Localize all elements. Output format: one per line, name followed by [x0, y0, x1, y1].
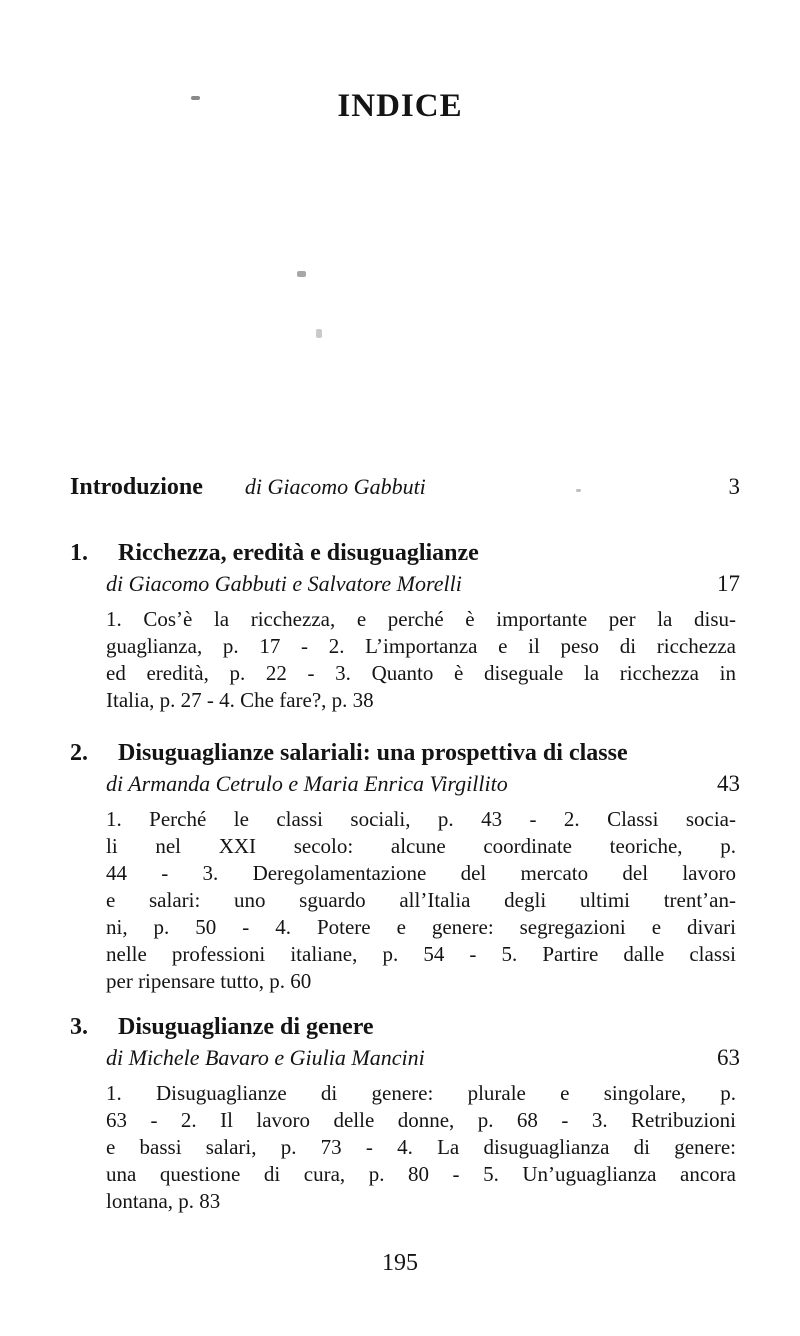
- toc-line: per ripensare tutto, p. 60: [106, 969, 312, 993]
- toc-entry-chapter-3: [70, 1012, 740, 1215]
- chapter-section-list: [106, 606, 736, 714]
- toc-line: li nel XXI secolo: alcune coordinate teoriche, p.: [106, 834, 736, 858]
- toc-line: una questione di cura, p. 80 - 5. Un’uguaglianza ancora: [106, 1162, 736, 1186]
- toc-line: Italia, p. 27 - 4. Che fare?, p. 38: [106, 688, 374, 712]
- page-title: INDICE: [337, 88, 463, 124]
- chapter-section-list: [106, 806, 736, 995]
- chapter-author: di Armanda Cetrulo e Maria Enrica Virgillito: [106, 771, 508, 796]
- scan-artifact: [191, 96, 200, 100]
- chapter-author: di Giacomo Gabbuti e Salvatore Morelli: [106, 571, 462, 596]
- toc-line: guaglianza, p. 17 - 2. L’importanza e il peso di ricchezza: [106, 634, 736, 658]
- chapter-title: Disuguaglianze salariali: una prospettiva di classe: [118, 740, 628, 766]
- toc-line: 1. Disuguaglianze di genere: plurale e singolare, p.: [106, 1081, 736, 1105]
- toc-line: lontana, p. 83: [106, 1189, 221, 1213]
- chapter-title: Disuguaglianze di genere: [118, 1014, 374, 1040]
- chapter-title-row: [70, 738, 740, 768]
- intro-page-number: 3: [728, 474, 740, 499]
- toc-line: e bassi salari, p. 73 - 4. La disuguaglianza di genere:: [106, 1135, 736, 1159]
- toc-line: 1. Cos’è la ricchezza, e perché è importante per la disu-: [106, 607, 736, 631]
- toc-line: 63 - 2. Il lavoro delle donne, p. 68 - 3. Retribuzioni: [106, 1108, 736, 1132]
- toc-line: 1. Perché le classi sociali, p. 43 - 2. Classi socia-: [106, 807, 736, 831]
- toc-line: ed eredità, p. 22 - 3. Quanto è diseguale la ricchezza in: [106, 661, 736, 685]
- toc-line: 44 - 3. Deregolamentazione del mercato del lavoro: [106, 861, 736, 885]
- chapter-author: di Michele Bavaro e Giulia Mancini: [106, 1045, 425, 1070]
- toc-line: nelle professioni italiane, p. 54 - 5. Partire dalle classi: [106, 942, 736, 966]
- chapter-page-number: 43: [717, 771, 740, 796]
- chapter-author-row: [106, 570, 740, 598]
- scan-artifact: [316, 329, 322, 338]
- chapter-page-number: 17: [717, 571, 740, 596]
- chapter-number: 2.: [70, 740, 88, 766]
- chapter-number: 3.: [70, 1014, 88, 1040]
- page-number: 195: [382, 1250, 418, 1276]
- chapter-title-row: [70, 538, 740, 568]
- toc-line: e salari: uno sguardo all’Italia degli ultimi trent’an-: [106, 888, 736, 912]
- scan-artifact: [297, 271, 306, 277]
- toc-entry-chapter-2: [70, 738, 740, 995]
- chapter-title-row: [70, 1012, 740, 1042]
- chapter-author-row: [106, 770, 740, 798]
- intro-author: di Giacomo Gabbuti: [244, 474, 426, 499]
- chapter-author-row: [106, 1044, 740, 1072]
- toc-line: ni, p. 50 - 4. Potere e genere: segregazioni e divari: [106, 915, 736, 939]
- intro-label: Introduzione: [70, 474, 203, 500]
- toc-entry-chapter-1: [70, 538, 740, 714]
- toc-entry-introduction: [70, 474, 740, 501]
- chapter-page-number: 63: [717, 1045, 740, 1070]
- chapter-section-list: [106, 1080, 736, 1215]
- chapter-title: Ricchezza, eredità e disuguaglianze: [118, 540, 479, 566]
- chapter-number: 1.: [70, 540, 88, 566]
